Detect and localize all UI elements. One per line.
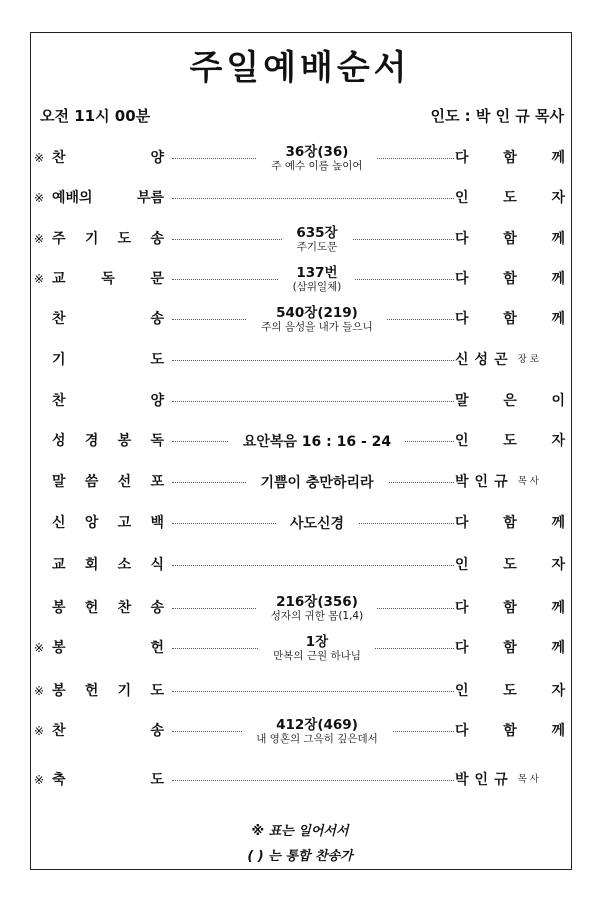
item-responsible: 말 은 이: [455, 393, 565, 409]
item-label: 찬 송: [52, 311, 164, 327]
dotted-leader: [172, 360, 454, 361]
item-sub-text: 주의 음성을 내가 들으니: [261, 320, 373, 333]
item-content: [182, 219, 452, 259]
dotted-leader: [172, 780, 454, 781]
item-label: 성 경 봉 독: [52, 433, 164, 449]
item-label: 축 도: [52, 772, 164, 788]
item-label: 주 기 도 송: [52, 231, 164, 247]
service-item: [32, 299, 570, 339]
item-label: 예배의 부름: [52, 190, 164, 206]
service-item: [32, 545, 570, 585]
item-label: 찬 송: [52, 723, 164, 739]
item-main-text: 540장(219): [276, 304, 358, 321]
item-responsible: 다 함 께: [455, 231, 565, 247]
item-content: [182, 299, 452, 339]
item-responsible: 인 도 자: [455, 557, 565, 573]
item-label: 교 독 문: [52, 271, 164, 287]
item-content: [182, 462, 452, 502]
item-sub-text: 만복의 근원 하나님: [273, 649, 361, 662]
item-main-text: 216장(356): [276, 593, 358, 610]
item-content: [182, 628, 452, 668]
item-label: 봉 헌: [52, 640, 164, 656]
item-responsible: 다 함 께: [455, 150, 565, 166]
item-main-text: 635장: [296, 224, 338, 241]
item-content: [182, 588, 452, 628]
item-label: 봉 헌 찬 송: [52, 600, 164, 616]
page-title: 주일예배순서: [189, 48, 411, 88]
item-responsible: 박 인 규 목 사: [455, 474, 539, 490]
service-item: [32, 462, 570, 502]
service-item: [32, 381, 570, 421]
item-main-text: 기쁨이 충만하리라: [260, 475, 374, 491]
item-label: 찬 양: [52, 150, 164, 166]
standing-mark: ※: [34, 232, 45, 246]
dotted-leader: [172, 691, 454, 692]
service-item: [32, 628, 570, 668]
standing-mark: ※: [34, 724, 45, 738]
item-label: 찬 양: [52, 393, 164, 409]
item-sub-text: 성자의 귀한 몸(1,4): [270, 609, 364, 622]
dotted-leader: [172, 565, 454, 566]
dotted-leader: [172, 198, 454, 199]
dotted-leader: [172, 401, 454, 402]
item-content: [182, 259, 452, 299]
item-responsible: 박 인 규 목 사: [455, 772, 539, 788]
service-leader: 인도 : 박 인 규 목사: [430, 107, 564, 125]
service-item: [32, 760, 570, 800]
footer-note-standing: ※ 표는 일어서서: [251, 824, 349, 839]
item-content: [182, 711, 452, 751]
item-label: 기 도: [52, 352, 164, 368]
item-main-text: 36장(36): [285, 143, 349, 160]
item-responsible: 다 함 께: [455, 723, 565, 739]
service-item: [32, 219, 570, 259]
item-label: 신 앙 고 백: [52, 515, 164, 531]
standing-mark: ※: [34, 191, 45, 205]
service-item: [32, 503, 570, 543]
item-responsible: 다 함 께: [455, 311, 565, 327]
standing-mark: ※: [34, 684, 45, 698]
item-main-text: 137번: [296, 264, 338, 281]
service-item: [32, 340, 570, 380]
item-main-text: 1장: [305, 633, 329, 650]
service-item: [32, 671, 570, 711]
standing-mark: ※: [34, 773, 45, 787]
service-item: [32, 588, 570, 628]
item-main-text: 요안복음 16 : 16 - 24: [242, 434, 392, 450]
item-responsible: 다 함 께: [455, 515, 565, 531]
item-responsible: 신 성 곤 장 로: [455, 352, 539, 368]
item-sub-text: 주기도문: [296, 240, 338, 253]
service-time: 오전 11시 00분: [40, 107, 151, 125]
item-responsible: 인 도 자: [455, 683, 565, 699]
item-label: 교 회 소 식: [52, 557, 164, 573]
item-sub-text: 주 예수 이름 높이어: [271, 159, 363, 172]
service-item: [32, 421, 570, 461]
service-item: [32, 138, 570, 178]
item-responsible: 인 도 자: [455, 433, 565, 449]
item-content: [182, 138, 452, 178]
item-content: [182, 503, 452, 543]
item-main-text: 사도신경: [289, 516, 345, 532]
footer-note-hymnal: ( ) 는 통합 찬송가: [247, 849, 353, 864]
item-content: [182, 421, 452, 461]
standing-mark: ※: [34, 641, 45, 655]
standing-mark: ※: [34, 151, 45, 165]
standing-mark: ※: [34, 272, 45, 286]
item-responsible: 다 함 께: [455, 600, 565, 616]
service-item: [32, 711, 570, 751]
item-responsible: 다 함 께: [455, 271, 565, 287]
service-item: [32, 178, 570, 218]
item-label: 봉 헌 기 도: [52, 683, 164, 699]
item-responsible: 다 함 께: [455, 640, 565, 656]
item-label: 말 씀 선 포: [52, 474, 164, 490]
service-item: [32, 259, 570, 299]
item-responsible: 인 도 자: [455, 190, 565, 206]
item-sub-text: (삼위일체): [292, 280, 342, 293]
item-main-text: 412장(469): [276, 716, 358, 733]
item-sub-text: 내 영혼의 그윽히 깊은데서: [256, 732, 378, 745]
